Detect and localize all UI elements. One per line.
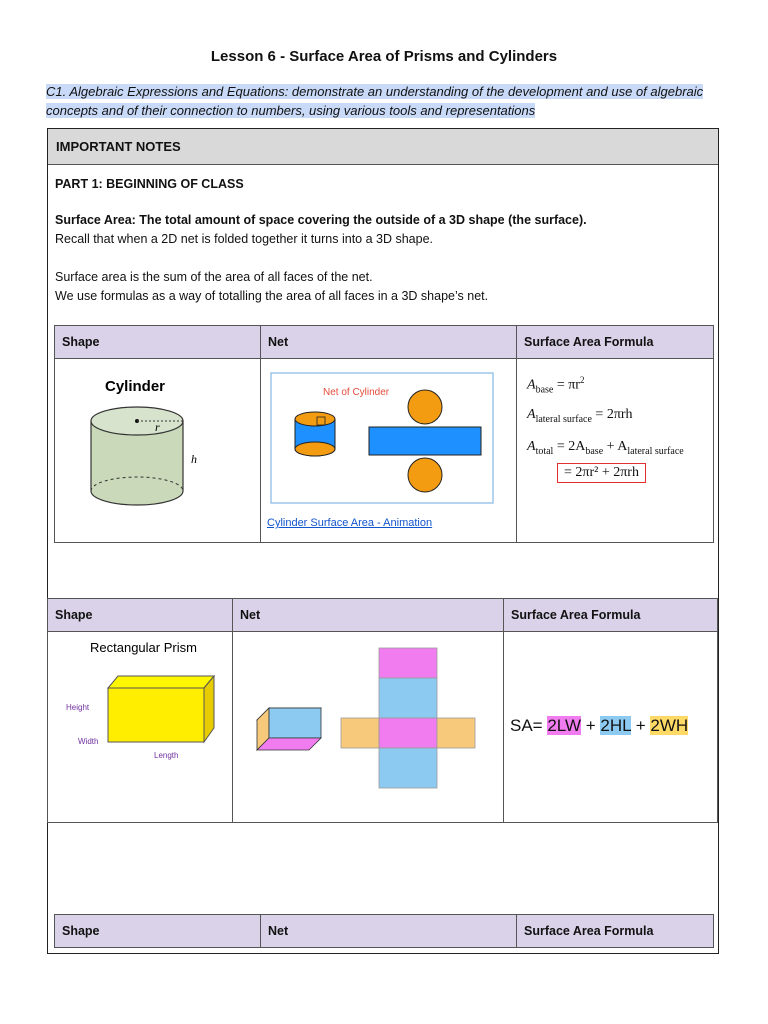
cylinder-net-cell — [261, 359, 517, 543]
cylinder-shape-cell — [55, 359, 261, 543]
definition: Surface Area: The total amount of space covering the outside of a 3D shape (the surface). — [55, 213, 587, 227]
cylinder-animation-link[interactable]: Cylinder Surface Area - Animation — [267, 517, 433, 529]
prism-net-illustration — [233, 632, 496, 817]
header-shape: Shape — [48, 599, 233, 632]
formula-total: $A_{total} = 2A_{base} + A_{lateral surface}$ — [527, 439, 684, 457]
cylinder-illustration — [55, 359, 253, 537]
formula-boxed: = 2πr² + 2πrh — [557, 463, 646, 483]
height-label: Height — [66, 703, 90, 712]
header-net: Net — [261, 915, 517, 948]
formulas-text: We use formulas as a way of totalling the area of all faces in a 3D shape’s net. — [55, 289, 489, 303]
curriculum-objective: C1. Algebraic Expressions and Equations: demonstrate an understanding of the development and use of algebraic concepts and of their connection to numbers, using various tools and representations — [46, 84, 704, 118]
sum-text: Surface area is the sum of the area of all faces of the net. — [55, 270, 373, 284]
header-shape: Shape — [55, 915, 261, 948]
width-label: Width — [78, 737, 99, 746]
prism-title: Rectangular Prism — [90, 640, 197, 655]
cylinder-net-illustration — [261, 359, 509, 537]
prism-shape-cell — [48, 632, 233, 823]
net-title: Net of Cylinder — [323, 387, 390, 398]
prism-net-cell — [233, 632, 504, 823]
recall-text: Recall that when a 2D net is folded together it turns into a 3D shape. — [55, 232, 434, 246]
formula-base: $A_{base} = \pi r^2$ — [527, 375, 585, 396]
header-formula: Surface Area Formula — [517, 915, 714, 948]
third-table — [54, 914, 714, 948]
header-formula: Surface Area Formula — [504, 599, 718, 632]
cylinder-r-label: r — [155, 420, 160, 434]
cylinder-table — [54, 325, 714, 543]
prism-formula: SA= 2LW + 2HL + 2WH — [510, 716, 689, 735]
prism-illustration — [48, 632, 225, 817]
cylinder-title: Cylinder — [105, 378, 166, 395]
prism-table — [47, 598, 718, 823]
page-title: Lesson 6 - Surface Area of Prisms and Cylinders — [210, 48, 558, 65]
cylinder-formula-cell — [517, 359, 714, 543]
part1-heading: PART 1: BEGINNING OF CLASS — [55, 177, 244, 191]
cylinder-h-label: h — [191, 452, 197, 466]
header-net: Net — [261, 326, 517, 359]
notes-frame — [47, 128, 719, 954]
notes-header: IMPORTANT NOTES — [48, 129, 718, 165]
header-net: Net — [233, 599, 504, 632]
header-shape: Shape — [55, 326, 261, 359]
header-formula: Surface Area Formula — [517, 326, 714, 359]
formula-lateral: $A_{lateral surface} = 2\pi rh$ — [527, 407, 633, 425]
length-label: Length — [154, 751, 179, 760]
prism-formula-cell — [504, 632, 718, 823]
